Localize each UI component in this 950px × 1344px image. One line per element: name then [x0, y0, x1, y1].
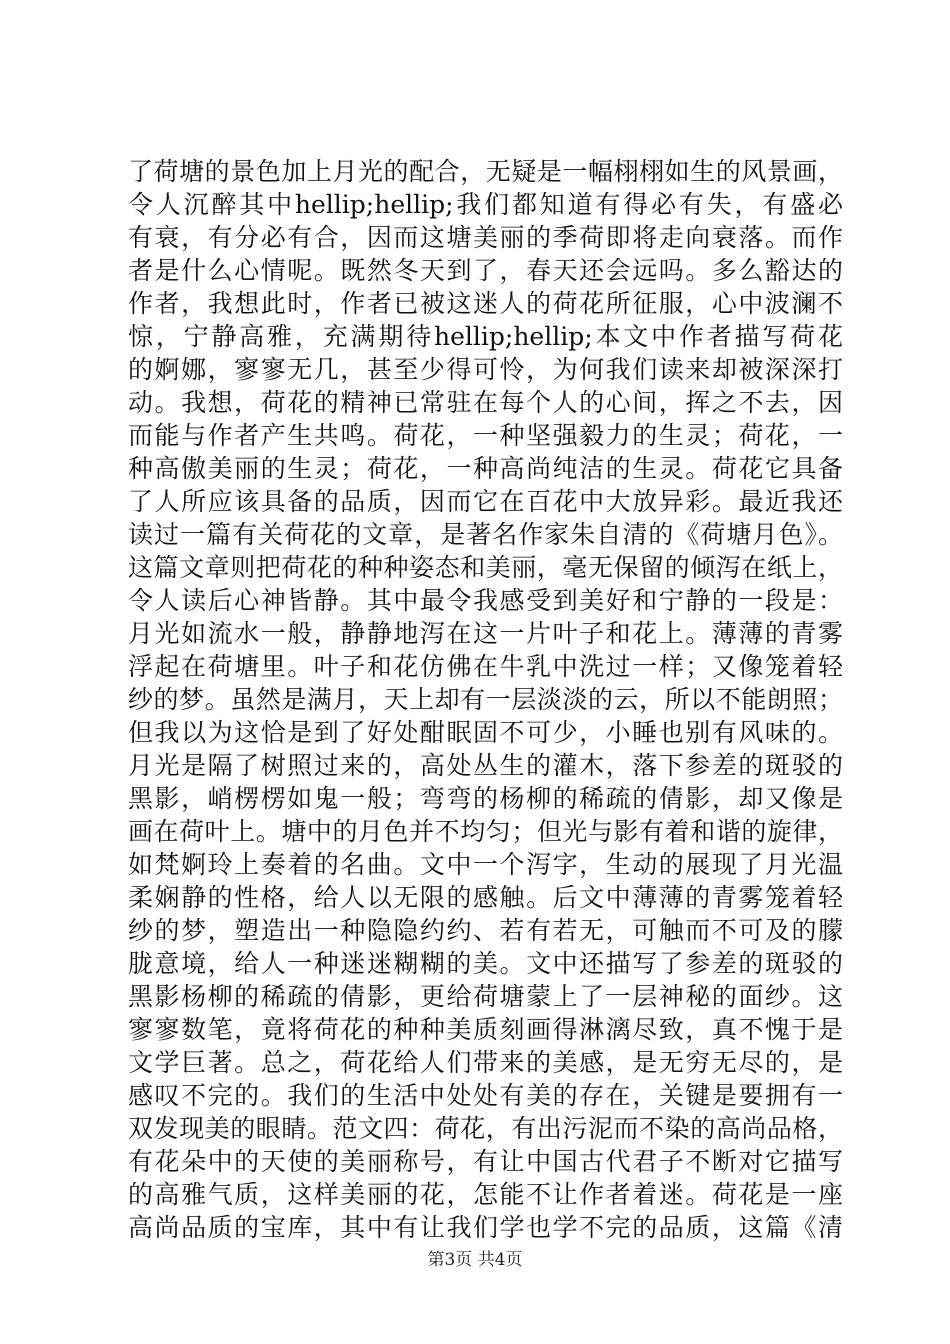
text-line: 但我以为这恰是到了好处酣眠固不可少，小睡也别有风味的。 — [128, 718, 843, 747]
text-line: 了人所应该具备的品质，因而它在百花中大放异彩。最近我还 — [128, 487, 843, 516]
text-line: 的高雅气质，这样美丽的花，怎能不让作者着迷。荷花是一座 — [128, 1180, 843, 1209]
text-line: 柔娴静的性格，给人以无限的感触。后文中薄薄的青雾笼着轻 — [128, 883, 843, 912]
text-line: 双发现美的眼睛。范文四：荷花，有出污泥而不染的高尚品格， — [128, 1114, 843, 1143]
text-line: 有衰，有分必有合，因而这塘美丽的季荷即将走向衰落。而作 — [128, 223, 843, 252]
text-line: 黑影杨柳的稀疏的倩影，更给荷塘蒙上了一层神秘的面纱。这 — [128, 982, 843, 1011]
text-line: 浮起在荷塘里。叶子和花仿佛在牛乳中洗过一样；又像笼着轻 — [128, 652, 843, 681]
text-line: 高尚品质的宝库，其中有让我们学也学不完的品质，这篇《清 — [128, 1213, 843, 1242]
text-line: 如梵婀玲上奏着的名曲。文中一个泻字，生动的展现了月光温 — [128, 850, 843, 879]
text-line: 惊，宁静高雅，充满期待hellip;hellip;本文中作者描写荷花 — [128, 322, 843, 351]
text-line: 纱的梦，塑造出一种隐隐约约、若有若无，可触而不可及的朦 — [128, 916, 843, 945]
text-line: 令人读后心神皆静。其中最令我感受到美好和宁静的一段是： — [128, 586, 843, 615]
text-line: 种高傲美丽的生灵；荷花，一种高尚纯洁的生灵。荷花它具备 — [128, 454, 843, 483]
text-line: 感叹不完的。我们的生活中处处有美的存在，关键是要拥有一 — [128, 1081, 843, 1110]
text-line: 读过一篇有关荷花的文章，是著名作家朱自清的《荷塘月色》。 — [128, 520, 843, 549]
page-footer — [0, 1245, 950, 1270]
text-line: 寥寥数笔，竟将荷花的种种美质刻画得淋漓尽致，真不愧于是 — [128, 1015, 843, 1044]
text-line: 了荷塘的景色加上月光的配合，无疑是一幅栩栩如生的风景画， — [128, 157, 843, 186]
text-line: 胧意境，给人一种迷迷糊糊的美。文中还描写了参差的斑驳的 — [128, 949, 843, 978]
text-line: 的婀娜，寥寥无几，甚至少得可怜，为何我们读来却被深深打 — [128, 355, 843, 384]
text-line: 纱的梦。虽然是满月，天上却有一层淡淡的云，所以不能朗照； — [128, 685, 843, 714]
text-line: 画在荷叶上。塘中的月色并不均匀；但光与影有着和谐的旋律， — [128, 817, 843, 846]
body-text — [128, 155, 843, 1244]
text-line: 令人沉醉其中hellip;hellip;我们都知道有得必有失，有盛必 — [128, 190, 843, 219]
text-line: 而能与作者产生共鸣。荷花，一种坚强毅力的生灵；荷花，一 — [128, 421, 843, 450]
text-line: 黑影，峭楞楞如鬼一般；弯弯的杨柳的稀疏的倩影，却又像是 — [128, 784, 843, 813]
text-line: 有花朵中的天使的美丽称号，有让中国古代君子不断对它描写 — [128, 1147, 843, 1176]
text-line: 动。我想，荷花的精神已常驻在每个人的心间，挥之不去，因 — [128, 388, 843, 417]
page-number: 第3页 共4页 — [427, 1250, 523, 1270]
text-line: 文学巨著。总之，荷花给人们带来的美感，是无穷无尽的，是 — [128, 1048, 843, 1077]
text-line: 作者，我想此时，作者已被这迷人的荷花所征服，心中波澜不 — [128, 289, 843, 318]
text-line: 月光是隔了树照过来的，高处丛生的灌木，落下参差的斑驳的 — [128, 751, 843, 780]
text-line: 月光如流水一般，静静地泻在这一片叶子和花上。薄薄的青雾 — [128, 619, 843, 648]
text-line: 者是什么心情呢。既然冬天到了，春天还会远吗。多么豁达的 — [128, 256, 843, 285]
text-line: 这篇文章则把荷花的种种姿态和美丽，毫无保留的倾泻在纸上， — [128, 553, 843, 582]
